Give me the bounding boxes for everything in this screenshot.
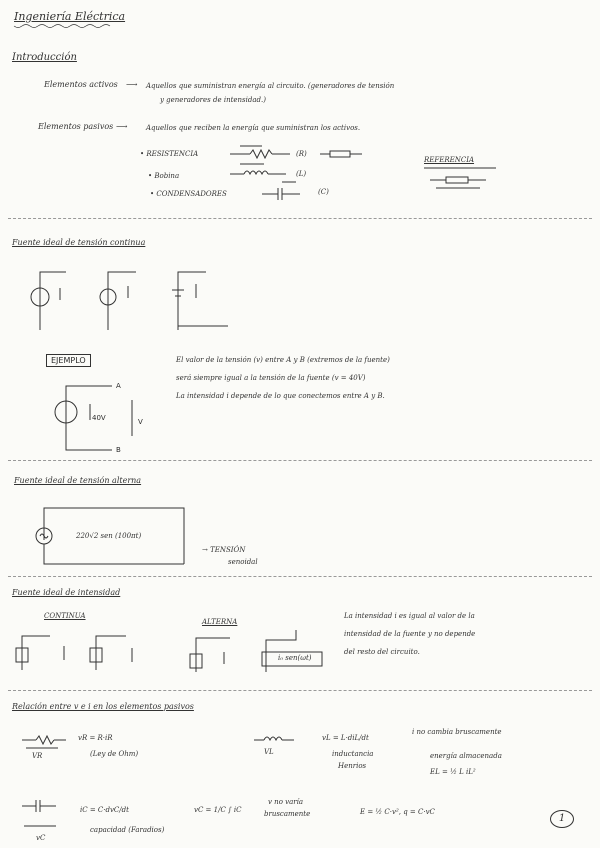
arrow-icon: ⟶ <box>126 80 138 89</box>
intensidad-alterna: ALTERNA <box>202 618 238 626</box>
item-bobina: • Bobina <box>148 172 180 180</box>
c-name: capacidad (Faradios) <box>90 826 165 834</box>
page-number: 1 <box>550 810 574 828</box>
l-name: inductancia <box>332 750 374 758</box>
continua-text-1: El valor de la tensión (v) entre A y B (extremos de la fuente) <box>176 356 390 364</box>
capacitor-symbol <box>262 182 300 200</box>
intensidad-text-2: intensidad de la fuente y no depende <box>344 630 476 638</box>
c-integral: vC = 1/C ∫ iC <box>194 806 242 814</box>
intro-heading: Introducción <box>12 52 77 63</box>
current-source-ac-2 <box>262 630 322 672</box>
item-resistencia-symbol: (R) <box>296 150 307 158</box>
resistor-relation <box>22 736 66 748</box>
l-voltage-label: VL <box>264 748 274 756</box>
pasivos-text: Aquellos que reciben la energía que suministran los activos. <box>146 124 361 132</box>
alterna-note-1: → TENSIÓN <box>202 546 246 554</box>
intensidad-expr: i₀ sen(ωt) <box>278 654 312 662</box>
v-label: V <box>138 418 143 426</box>
example-circuit <box>55 386 132 450</box>
node-a-label: A <box>116 382 121 390</box>
current-source-dc-2 <box>90 636 132 670</box>
coil-symbol <box>230 164 286 174</box>
l-equation: vL = L·diL/dt <box>322 734 369 742</box>
continua-heading: Fuente ideal de tensión continua <box>12 238 146 247</box>
resistor-symbol <box>230 146 362 158</box>
relacion-heading: Relación entre v e i en los elementos pasivos <box>12 702 194 711</box>
intensidad-text-1: La intensidad i es igual al valor de la <box>344 612 475 620</box>
activos-label: Elementos activos <box>44 80 118 89</box>
ac-source <box>36 508 184 564</box>
coil-relation <box>254 737 294 740</box>
activos-text-1: Aquellos que suministran energía al circuito. (generadores de tensión <box>146 82 395 90</box>
continua-text-2: será siempre igual a la tensión de la fuente (v = 40V) <box>176 374 366 382</box>
intensidad-text-3: del resto del circuito. <box>344 648 420 656</box>
node-b-label: B <box>116 446 121 454</box>
dc-source-2 <box>100 272 136 330</box>
c-equation: iC = C·dvC/dt <box>80 806 129 814</box>
ejemplo-badge: EJEMPLO <box>46 354 91 367</box>
c-note-2: bruscamente <box>264 810 311 818</box>
intensidad-heading: Fuente ideal de intensidad <box>12 588 121 597</box>
l-note: i no cambia bruscamente <box>412 728 502 736</box>
alterna-expression: 220√2 sen (100πt) <box>76 532 142 540</box>
reference-symbol <box>424 168 496 188</box>
l-energy-equation: EL = ½ L iL² <box>430 768 476 776</box>
source-value: 40V <box>92 414 106 422</box>
activos-text-2: y generadores de intensidad.) <box>160 96 266 104</box>
current-source-ac-1 <box>190 638 230 672</box>
alterna-heading: Fuente ideal de tensión alterna <box>14 476 142 485</box>
referencia-label: REFERENCIA <box>424 156 475 164</box>
current-source-dc-1 <box>16 636 64 670</box>
c-note-1: v no varía <box>268 798 304 806</box>
page-title: Ingeniería Eléctrica <box>14 10 126 23</box>
continua-text-3: La intensidad i depende de lo que conectemos entre A y B. <box>176 392 385 400</box>
item-condensadores: • CONDENSADORES <box>150 190 227 198</box>
r-law: (Ley de Ohm) <box>90 750 139 758</box>
dc-source-3 <box>172 272 228 330</box>
c-voltage-label: vC <box>36 834 46 842</box>
intensidad-continua: CONTINUA <box>44 612 86 620</box>
r-equation: vR = R·iR <box>78 734 113 742</box>
arrow-icon: ⟶ <box>116 122 128 131</box>
pasivos-label: Elementos pasivos <box>38 122 114 131</box>
l-unit: Henrios <box>338 762 367 770</box>
item-resistencia: • RESISTENCIA <box>140 150 199 158</box>
dc-source-1 <box>31 272 66 330</box>
alterna-note-2: senoidal <box>228 558 258 566</box>
l-energy: energía almacenada <box>430 752 502 760</box>
capacitor-relation <box>22 800 56 826</box>
item-condensadores-symbol: (C) <box>318 188 329 196</box>
r-voltage-label: VR <box>32 752 43 760</box>
c-energy-equation: E = ½ C·v², q = C·vC <box>360 808 435 816</box>
item-bobina-symbol: (L) <box>296 170 307 178</box>
